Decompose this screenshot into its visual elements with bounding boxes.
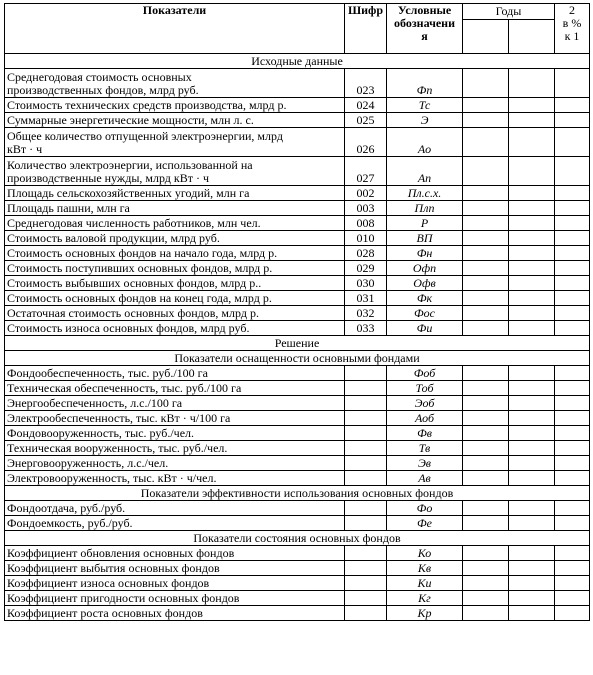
indicator-name	[5, 186, 345, 201]
section-row-solution	[5, 336, 590, 351]
percent-value	[555, 591, 590, 606]
percent-value	[555, 606, 590, 621]
header-percent	[555, 4, 590, 54]
year-1-value	[463, 441, 509, 456]
indicator-symbol: Тв	[387, 441, 463, 456]
indicator-code	[345, 396, 387, 411]
year-2-value	[509, 411, 555, 426]
table-row	[5, 516, 590, 531]
indicator-name	[5, 128, 345, 157]
year-1-value	[463, 216, 509, 231]
header-indicator: Показатели	[5, 4, 345, 54]
year-1-value	[463, 231, 509, 246]
indicator-code	[345, 501, 387, 516]
indicator-name	[5, 113, 345, 128]
year-1-value	[463, 157, 509, 186]
indicator-code	[345, 591, 387, 606]
indicator-symbol: Фв	[387, 426, 463, 441]
percent-value	[555, 396, 590, 411]
year-1-value	[463, 516, 509, 531]
percent-value	[555, 381, 590, 396]
year-1-value	[463, 321, 509, 336]
indicator-code	[345, 456, 387, 471]
indicator-code: 010	[345, 231, 387, 246]
indicator-name	[5, 276, 345, 291]
indicator-code: 028	[345, 246, 387, 261]
header-symbol	[387, 4, 463, 54]
indicator-code: 008	[345, 216, 387, 231]
percent-value	[555, 216, 590, 231]
indicator-symbol: Р	[387, 216, 463, 231]
indicator-name-line-1: Коэффициент пригодности основных фондов	[7, 591, 240, 605]
percent-value	[555, 576, 590, 591]
percent-value	[555, 231, 590, 246]
header-year-2-cell	[509, 20, 554, 53]
percent-value	[555, 516, 590, 531]
indicator-code	[345, 366, 387, 381]
indicator-name-line-1: Фондовооруженность, тыс. руб./чел.	[7, 426, 195, 440]
year-2-value	[509, 216, 555, 231]
percent-value	[555, 366, 590, 381]
year-2-value	[509, 246, 555, 261]
indicators-table	[4, 3, 590, 621]
section-row-efficiency	[5, 486, 590, 501]
indicator-name-line-1: Среднегодовая стоимость основных	[7, 70, 192, 84]
year-1-value	[463, 471, 509, 486]
table-row	[5, 69, 590, 98]
header-code: Шифр	[345, 4, 387, 54]
percent-value	[555, 546, 590, 561]
table-row	[5, 501, 590, 516]
indicator-code: 030	[345, 276, 387, 291]
table-row	[5, 606, 590, 621]
percent-value	[555, 441, 590, 456]
table-row	[5, 128, 590, 157]
section-row-state	[5, 531, 590, 546]
percent-value	[555, 456, 590, 471]
percent-value	[555, 157, 590, 186]
indicator-symbol: Фос	[387, 306, 463, 321]
indicator-name	[5, 246, 345, 261]
table-row	[5, 576, 590, 591]
indicator-symbol: Аоб	[387, 411, 463, 426]
percent-value	[555, 201, 590, 216]
indicator-symbol: Эоб	[387, 396, 463, 411]
section-row-equipment	[5, 351, 590, 366]
indicator-name-line-2: кВт · ч	[7, 142, 43, 156]
indicator-code: 024	[345, 98, 387, 113]
table-row	[5, 396, 590, 411]
year-2-value	[509, 306, 555, 321]
year-1-value	[463, 113, 509, 128]
year-1-value	[463, 426, 509, 441]
year-1-value	[463, 98, 509, 113]
header-symbol-line-2: обозначени	[393, 16, 456, 30]
indicator-code	[345, 606, 387, 621]
indicator-name-line-1: Коэффициент роста основных фондов	[7, 606, 203, 620]
year-2-value	[509, 321, 555, 336]
indicator-name-line-1: Техническая вооруженность, тыс. руб./чел.	[7, 441, 228, 455]
indicator-code: 002	[345, 186, 387, 201]
year-2-value	[509, 276, 555, 291]
indicator-symbol: Фе	[387, 516, 463, 531]
indicator-name	[5, 546, 345, 561]
year-2-value	[509, 291, 555, 306]
percent-value	[555, 276, 590, 291]
year-2-value	[509, 441, 555, 456]
year-2-value	[509, 201, 555, 216]
indicator-name	[5, 441, 345, 456]
indicator-name-line-1: Среднегодовая численность работников, млн чел.	[7, 216, 261, 230]
indicator-name-line-1: Электровооруженность, тыс. кВт · ч/чел.	[7, 471, 217, 485]
percent-value	[555, 501, 590, 516]
indicator-name-line-1: Фондоотдача, руб./руб.	[7, 501, 126, 515]
indicator-symbol: Эв	[387, 456, 463, 471]
percent-value	[555, 186, 590, 201]
indicator-code	[345, 411, 387, 426]
indicator-symbol: Ап	[387, 157, 463, 186]
indicator-code	[345, 381, 387, 396]
year-2-value	[509, 98, 555, 113]
indicator-name	[5, 561, 345, 576]
year-2-value	[509, 501, 555, 516]
indicator-name-line-2: производственные нужды, млрд кВт · ч	[7, 171, 210, 185]
year-1-value	[463, 291, 509, 306]
year-2-value	[509, 261, 555, 276]
indicator-code: 027	[345, 157, 387, 186]
percent-value	[555, 98, 590, 113]
percent-value	[555, 291, 590, 306]
table-row	[5, 276, 590, 291]
indicator-name-line-1: Энергообеспеченность, л.с./100 га	[7, 396, 183, 410]
indicator-code	[345, 561, 387, 576]
indicator-symbol: Кр	[387, 606, 463, 621]
year-1-value	[463, 246, 509, 261]
indicator-symbol: Фоб	[387, 366, 463, 381]
indicator-symbol: Пл.с.х.	[387, 186, 463, 201]
section-title: Решение	[5, 336, 590, 351]
table-row	[5, 201, 590, 216]
indicator-name	[5, 411, 345, 426]
header-years	[463, 4, 555, 54]
year-1-value	[463, 411, 509, 426]
percent-value	[555, 128, 590, 157]
table-row	[5, 113, 590, 128]
indicator-name	[5, 591, 345, 606]
indicator-name	[5, 501, 345, 516]
table-row	[5, 441, 590, 456]
percent-value	[555, 471, 590, 486]
indicator-name-line-1: Стоимость выбывших основных фондов, млрд р..	[7, 276, 262, 290]
indicator-symbol: Фк	[387, 291, 463, 306]
indicator-name	[5, 606, 345, 621]
indicator-name-line-1: Техническая обеспеченность, тыс. руб./100 га	[7, 381, 242, 395]
year-2-value	[509, 456, 555, 471]
year-2-value	[509, 157, 555, 186]
indicator-name	[5, 69, 345, 98]
indicator-symbol: Ао	[387, 128, 463, 157]
year-1-value	[463, 381, 509, 396]
table-row	[5, 306, 590, 321]
year-2-value	[509, 426, 555, 441]
year-1-value	[463, 366, 509, 381]
indicator-symbol: Тоб	[387, 381, 463, 396]
indicator-code: 032	[345, 306, 387, 321]
indicator-name	[5, 157, 345, 186]
table-row	[5, 246, 590, 261]
indicator-symbol: Тс	[387, 98, 463, 113]
indicator-name	[5, 231, 345, 246]
table-row	[5, 411, 590, 426]
year-1-value	[463, 186, 509, 201]
year-1-value	[463, 501, 509, 516]
indicator-name-line-1: Коэффициент выбытия основных фондов	[7, 561, 220, 575]
year-2-value	[509, 591, 555, 606]
indicator-code: 003	[345, 201, 387, 216]
indicator-code: 033	[345, 321, 387, 336]
indicator-symbol: Плп	[387, 201, 463, 216]
percent-value	[555, 411, 590, 426]
table-row	[5, 186, 590, 201]
table-row	[5, 216, 590, 231]
table-row	[5, 546, 590, 561]
indicator-name-line-1: Стоимость технических средств производства, млрд р.	[7, 98, 287, 112]
indicator-name	[5, 291, 345, 306]
header-percent-line-1: 2	[569, 3, 575, 17]
indicator-symbol: ВП	[387, 231, 463, 246]
indicator-code: 023	[345, 69, 387, 98]
indicator-symbol: Фо	[387, 501, 463, 516]
indicator-name-line-1: Стоимость основных фондов на начало года, млрд р.	[7, 246, 278, 260]
indicator-name-line-1: Стоимость основных фондов на конец года, млрд р.	[7, 291, 272, 305]
year-1-value	[463, 456, 509, 471]
year-1-value	[463, 576, 509, 591]
table-row	[5, 426, 590, 441]
indicator-code	[345, 441, 387, 456]
indicator-symbol: Фп	[387, 69, 463, 98]
year-2-value	[509, 231, 555, 246]
header-symbol-line-1: Условные	[397, 3, 452, 17]
indicator-name	[5, 261, 345, 276]
table-row	[5, 366, 590, 381]
table-row	[5, 321, 590, 336]
section-title: Исходные данные	[5, 54, 590, 69]
year-1-value	[463, 591, 509, 606]
indicator-symbol: Фи	[387, 321, 463, 336]
indicator-name-line-1: Остаточная стоимость основных фондов, млрд р.	[7, 306, 259, 320]
table-row	[5, 98, 590, 113]
indicator-name	[5, 381, 345, 396]
indicator-name-line-1: Фондообеспеченность, тыс. руб./100 га	[7, 366, 208, 380]
indicator-code	[345, 471, 387, 486]
year-2-value	[509, 606, 555, 621]
table-row	[5, 591, 590, 606]
year-1-value	[463, 396, 509, 411]
table-row	[5, 381, 590, 396]
indicator-code: 026	[345, 128, 387, 157]
indicator-code: 031	[345, 291, 387, 306]
indicator-name-line-1: Энерговооруженность, л.с./чел.	[7, 456, 169, 470]
indicator-name-line-1: Стоимость валовой продукции, млрд руб.	[7, 231, 220, 245]
table-row	[5, 456, 590, 471]
indicator-symbol: Фн	[387, 246, 463, 261]
indicator-symbol: Ки	[387, 576, 463, 591]
table-row	[5, 157, 590, 186]
year-2-value	[509, 128, 555, 157]
year-2-value	[509, 546, 555, 561]
indicator-name	[5, 576, 345, 591]
header-year-1-cell	[463, 20, 509, 53]
percent-value	[555, 561, 590, 576]
percent-value	[555, 261, 590, 276]
indicator-symbol: Ав	[387, 471, 463, 486]
table-row	[5, 231, 590, 246]
table-row	[5, 291, 590, 306]
indicator-name	[5, 98, 345, 113]
indicator-symbol: Ко	[387, 546, 463, 561]
indicator-name	[5, 516, 345, 531]
indicator-name	[5, 216, 345, 231]
indicator-name-line-2: производственных фондов, млрд руб.	[7, 83, 199, 97]
year-2-value	[509, 396, 555, 411]
indicator-name-line-1: Электрообеспеченность, тыс. кВт · ч/100 га	[7, 411, 231, 425]
percent-value	[555, 306, 590, 321]
indicator-symbol: Офв	[387, 276, 463, 291]
indicator-symbol: Кв	[387, 561, 463, 576]
indicator-name-line-1: Количество электроэнергии, использованной на	[7, 158, 253, 172]
indicator-code	[345, 546, 387, 561]
indicator-name-line-1: Площадь сельскохозяйственных угодий, млн га	[7, 186, 250, 200]
indicator-name-line-1: Площадь пашни, млн га	[7, 201, 130, 215]
year-2-value	[509, 471, 555, 486]
indicator-name	[5, 396, 345, 411]
year-1-value	[463, 606, 509, 621]
percent-value	[555, 246, 590, 261]
percent-value	[555, 321, 590, 336]
indicator-code	[345, 426, 387, 441]
table-row	[5, 471, 590, 486]
table-row	[5, 561, 590, 576]
year-2-value	[509, 516, 555, 531]
percent-value	[555, 69, 590, 98]
section-title: Показатели состояния основных фондов	[5, 531, 590, 546]
year-2-value	[509, 381, 555, 396]
indicator-name-line-1: Коэффициент обновления основных фондов	[7, 546, 235, 560]
indicator-name	[5, 456, 345, 471]
indicator-name-line-1: Суммарные энергетические мощности, млн л. с.	[7, 113, 254, 127]
indicator-name-line-1: Общее количество отпущенной электроэнергии, млрд	[7, 129, 283, 143]
percent-value	[555, 113, 590, 128]
percent-value	[555, 426, 590, 441]
year-2-value	[509, 113, 555, 128]
indicator-code	[345, 576, 387, 591]
table-row	[5, 261, 590, 276]
section-title: Показатели эффективности использования основных фондов	[5, 486, 590, 501]
header-percent-line-2: в %	[562, 16, 582, 30]
indicator-name-line-1: Фондоемкость, руб./руб.	[7, 516, 133, 530]
header-years-label: Годы	[495, 4, 522, 18]
indicator-name-line-1: Коэффициент износа основных фондов	[7, 576, 210, 590]
year-1-value	[463, 261, 509, 276]
year-1-value	[463, 276, 509, 291]
indicator-code: 029	[345, 261, 387, 276]
indicator-symbol: Офп	[387, 261, 463, 276]
indicator-name	[5, 366, 345, 381]
indicator-name	[5, 471, 345, 486]
section-row-initial	[5, 54, 590, 69]
year-2-value	[509, 366, 555, 381]
header-percent-line-3: к 1	[564, 29, 580, 43]
year-1-value	[463, 306, 509, 321]
indicator-code: 025	[345, 113, 387, 128]
indicator-name	[5, 321, 345, 336]
year-2-value	[509, 561, 555, 576]
indicator-name	[5, 426, 345, 441]
indicator-symbol: Кг	[387, 591, 463, 606]
section-title: Показатели оснащенности основными фондами	[5, 351, 590, 366]
year-1-value	[463, 69, 509, 98]
indicator-name-line-1: Стоимость износа основных фондов, млрд руб.	[7, 321, 250, 335]
indicator-symbol: Э	[387, 113, 463, 128]
year-1-value	[463, 561, 509, 576]
year-2-value	[509, 69, 555, 98]
indicator-name-line-1: Стоимость поступивших основных фондов, млрд р.	[7, 261, 273, 275]
indicator-code	[345, 516, 387, 531]
year-1-value	[463, 546, 509, 561]
header-row	[5, 4, 590, 54]
header-symbol-line-3: я	[421, 29, 428, 43]
year-2-value	[509, 186, 555, 201]
year-1-value	[463, 128, 509, 157]
indicator-name	[5, 306, 345, 321]
indicator-name	[5, 201, 345, 216]
year-1-value	[463, 201, 509, 216]
year-2-value	[509, 576, 555, 591]
